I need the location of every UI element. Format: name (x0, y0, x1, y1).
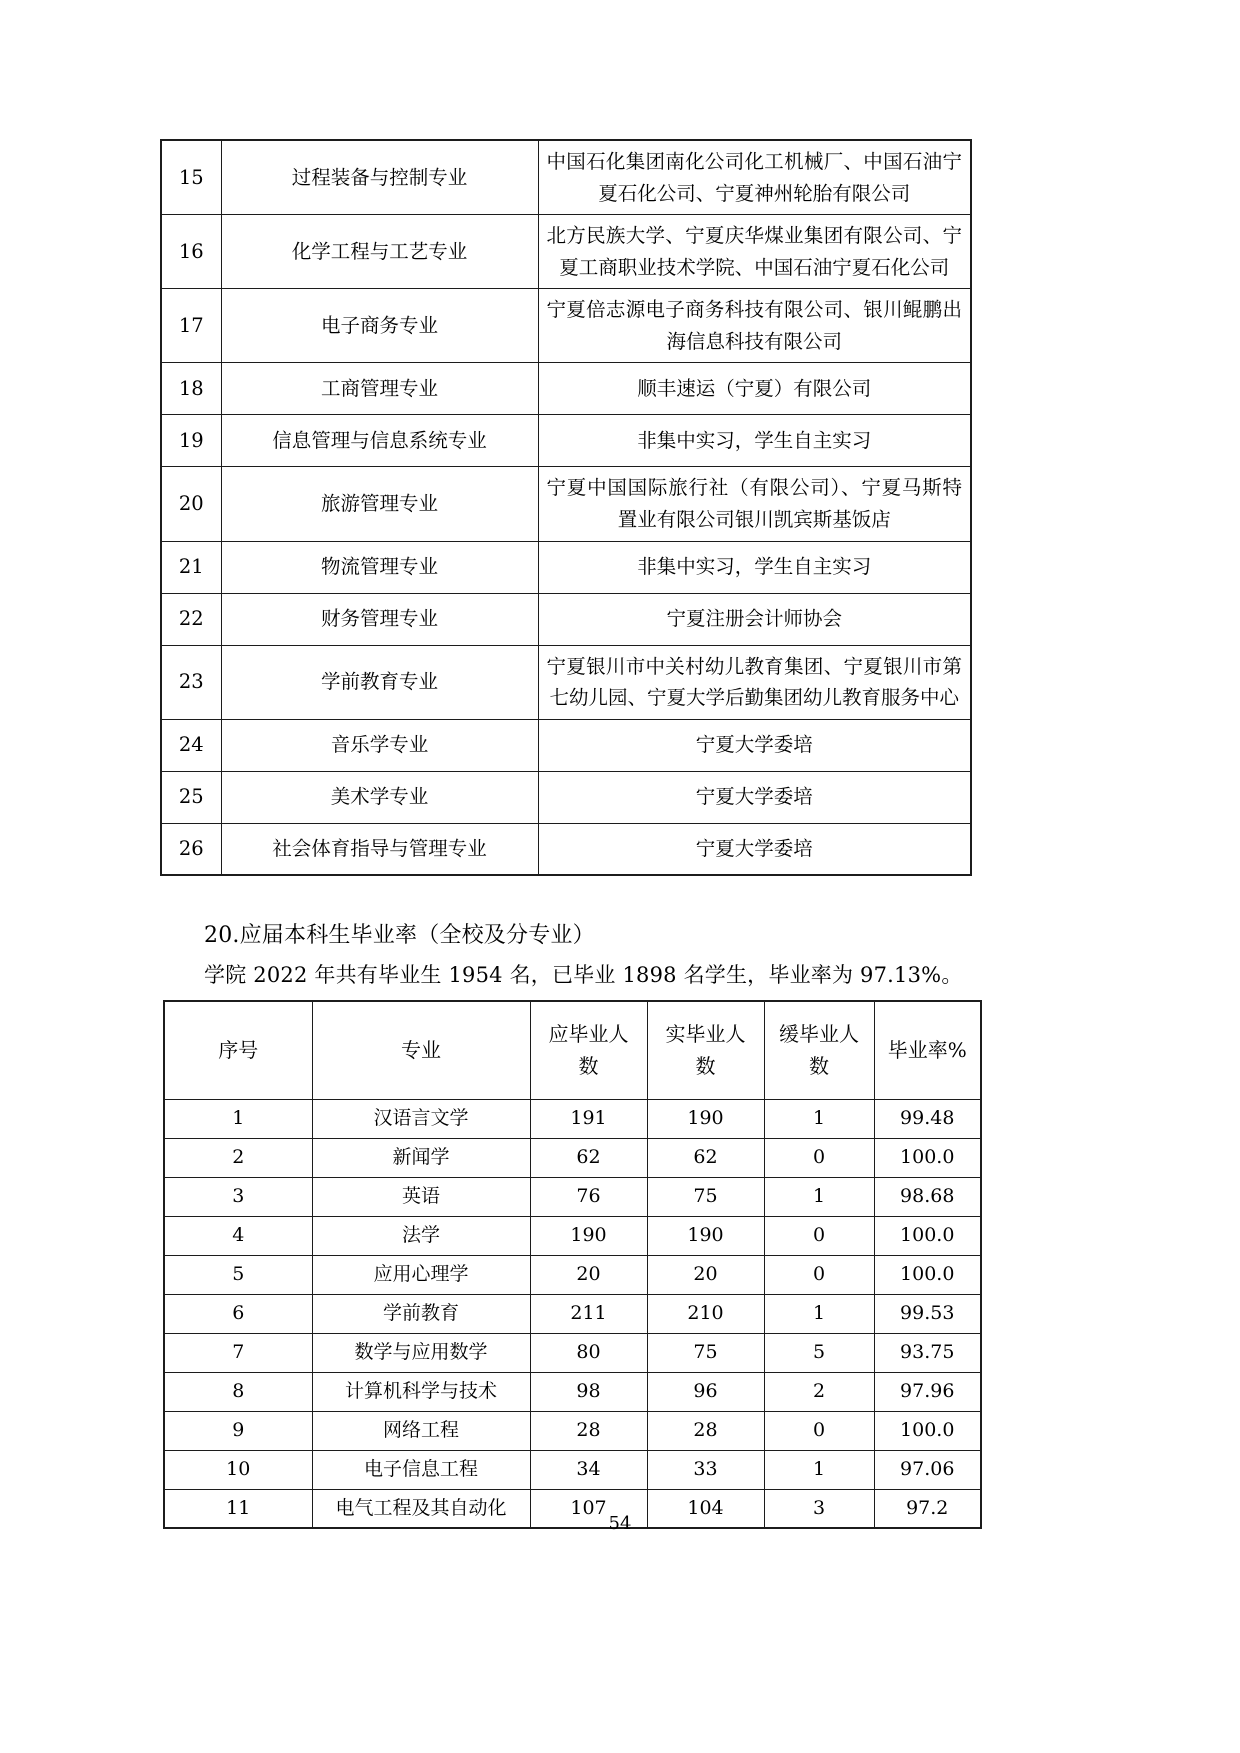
cell-actual: 33 (647, 1450, 764, 1489)
cell-major: 法学 (312, 1216, 530, 1255)
cell-rate: 100.0 (874, 1255, 981, 1294)
header-due-count (530, 1001, 647, 1099)
cell-due: 62 (530, 1138, 647, 1177)
row-units (538, 215, 971, 289)
row-units (538, 719, 971, 771)
row-units (538, 467, 971, 541)
header-due-line2: 数 (578, 1054, 599, 1079)
table-row (161, 140, 971, 215)
cell-deferred: 0 (764, 1255, 874, 1294)
cell-no: 5 (164, 1255, 312, 1294)
table-row (161, 593, 971, 645)
row-index: 19 (161, 415, 221, 467)
cell-rate: 100.0 (874, 1216, 981, 1255)
header-actual-line2: 数 (695, 1054, 716, 1079)
row-index: 26 (161, 823, 221, 875)
row-major: 美术学专业 (221, 771, 538, 823)
cell-rate: 100.0 (874, 1138, 981, 1177)
table-row (161, 289, 971, 363)
table-row (164, 1255, 981, 1294)
cell-rate: 100.0 (874, 1411, 981, 1450)
cell-actual: 28 (647, 1411, 764, 1450)
graduation-rate-table (163, 1000, 982, 1529)
cell-actual: 190 (647, 1216, 764, 1255)
row-units-text: 北方民族大学、宁夏庆华煤业集团有限公司、宁夏工商职业技术学院、中国石油宁夏石化公司 (546, 224, 962, 279)
cell-rate: 97.2 (874, 1489, 981, 1528)
row-index: 16 (161, 215, 221, 289)
cell-actual: 75 (647, 1177, 764, 1216)
header-deferred-line2: 数 (809, 1054, 829, 1079)
table-row (161, 415, 971, 467)
graduation-table-body (164, 1001, 981, 1528)
cell-deferred: 2 (764, 1372, 874, 1411)
row-units-text: 中国石化集团南化公司化工机械厂、中国石油宁夏石化公司、宁夏神州轮胎有限公司 (546, 150, 962, 205)
table-header-row (164, 1001, 981, 1099)
cell-due: 98 (530, 1372, 647, 1411)
cell-deferred: 0 (764, 1411, 874, 1450)
cell-no: 2 (164, 1138, 312, 1177)
table-row (164, 1216, 981, 1255)
row-units-text: 顺丰速运（宁夏）有限公司 (637, 377, 872, 401)
row-units (538, 541, 971, 593)
cell-actual: 104 (647, 1489, 764, 1528)
cell-due: 34 (530, 1450, 647, 1489)
header-no: 序号 (164, 1001, 312, 1099)
cell-deferred: 1 (764, 1294, 874, 1333)
table-row (161, 823, 971, 875)
row-units (538, 363, 971, 415)
cell-actual: 210 (647, 1294, 764, 1333)
cell-actual: 190 (647, 1099, 764, 1138)
header-actual-line1: 实毕业人 (665, 1022, 746, 1047)
internship-units-table (160, 139, 972, 876)
cell-major: 应用心理学 (312, 1255, 530, 1294)
cell-major: 电气工程及其自动化 (312, 1489, 530, 1528)
cell-deferred: 5 (764, 1333, 874, 1372)
cell-rate: 97.96 (874, 1372, 981, 1411)
cell-due: 20 (530, 1255, 647, 1294)
cell-rate: 98.68 (874, 1177, 981, 1216)
cell-no: 3 (164, 1177, 312, 1216)
cell-major: 数学与应用数学 (312, 1333, 530, 1372)
cell-actual: 96 (647, 1372, 764, 1411)
row-units (538, 771, 971, 823)
row-units (538, 289, 971, 363)
row-index: 18 (161, 363, 221, 415)
header-rate: 毕业率% (874, 1001, 981, 1099)
row-major: 化学工程与工艺专业 (221, 215, 538, 289)
cell-rate: 99.48 (874, 1099, 981, 1138)
cell-major: 网络工程 (312, 1411, 530, 1450)
cell-deferred: 1 (764, 1177, 874, 1216)
row-index: 24 (161, 719, 221, 771)
table-row (164, 1138, 981, 1177)
row-index: 17 (161, 289, 221, 363)
cell-no: 8 (164, 1372, 312, 1411)
cell-no: 6 (164, 1294, 312, 1333)
cell-actual: 20 (647, 1255, 764, 1294)
cell-no: 7 (164, 1333, 312, 1372)
table-row (164, 1177, 981, 1216)
row-units-text: 宁夏银川市中关村幼儿教育集团、宁夏银川市第七幼儿园、宁夏大学后勤集团幼儿教育服务中心 (546, 654, 962, 710)
table-row (164, 1450, 981, 1489)
row-index: 23 (161, 645, 221, 719)
row-major: 学前教育专业 (221, 645, 538, 719)
row-units-text: 宁夏中国国际旅行社（有限公司）、宁夏马斯特置业有限公司银川凯宾斯基饭店 (546, 476, 962, 532)
table-row (164, 1333, 981, 1372)
table-row (164, 1372, 981, 1411)
row-index: 20 (161, 467, 221, 541)
header-actual-count (647, 1001, 764, 1099)
row-units-text: 非集中实习，学生自主实习 (637, 555, 872, 579)
cell-major: 汉语言文学 (312, 1099, 530, 1138)
cell-deferred: 0 (764, 1138, 874, 1177)
table-row (161, 771, 971, 823)
cell-actual: 75 (647, 1333, 764, 1372)
row-index: 15 (161, 140, 221, 215)
row-units-text: 宁夏大学委培 (695, 785, 813, 809)
row-units-text: 宁夏注册会计师协会 (666, 607, 842, 631)
cell-deferred: 1 (764, 1450, 874, 1489)
cell-rate: 99.53 (874, 1294, 981, 1333)
cell-major: 新闻学 (312, 1138, 530, 1177)
cell-due: 28 (530, 1411, 647, 1450)
cell-deferred: 1 (764, 1099, 874, 1138)
cell-no: 4 (164, 1216, 312, 1255)
row-major: 信息管理与信息系统专业 (221, 415, 538, 467)
cell-due: 80 (530, 1333, 647, 1372)
row-index: 25 (161, 771, 221, 823)
cell-due: 211 (530, 1294, 647, 1333)
row-major: 财务管理专业 (221, 593, 538, 645)
header-due-line1: 应毕业人 (548, 1022, 629, 1047)
table-row (164, 1411, 981, 1450)
table-row (161, 467, 971, 541)
page-number: 54 (608, 1513, 632, 1534)
row-units-text: 非集中实习，学生自主实习 (637, 429, 872, 453)
table-row (161, 363, 971, 415)
row-units-text: 宁夏大学委培 (695, 837, 813, 861)
header-deferred-count (764, 1001, 874, 1099)
cell-no: 9 (164, 1411, 312, 1450)
table-row (164, 1294, 981, 1333)
table-row (161, 215, 971, 289)
cell-major: 学前教育 (312, 1294, 530, 1333)
cell-major: 英语 (312, 1177, 530, 1216)
row-major: 旅游管理专业 (221, 467, 538, 541)
row-units-text: 宁夏大学委培 (695, 733, 813, 757)
row-major: 电子商务专业 (221, 289, 538, 363)
section-heading: 20.应届本科生毕业率（全校及分专业） (204, 923, 595, 948)
row-major: 过程装备与控制专业 (221, 140, 538, 215)
table-row (161, 719, 971, 771)
table-row (161, 541, 971, 593)
cell-rate: 97.06 (874, 1450, 981, 1489)
cell-due: 190 (530, 1216, 647, 1255)
header-major: 专业 (312, 1001, 530, 1099)
row-units (538, 415, 971, 467)
cell-no: 1 (164, 1099, 312, 1138)
row-index: 21 (161, 541, 221, 593)
cell-due: 107 (530, 1489, 647, 1528)
row-major: 物流管理专业 (221, 541, 538, 593)
row-units (538, 593, 971, 645)
cell-major: 电子信息工程 (312, 1450, 530, 1489)
row-major: 社会体育指导与管理专业 (221, 823, 538, 875)
cell-no: 10 (164, 1450, 312, 1489)
row-major: 工商管理专业 (221, 363, 538, 415)
cell-due: 191 (530, 1099, 647, 1138)
row-index: 22 (161, 593, 221, 645)
row-units (538, 140, 971, 215)
cell-major: 计算机科学与技术 (312, 1372, 530, 1411)
cell-deferred: 0 (764, 1216, 874, 1255)
cell-rate: 93.75 (874, 1333, 981, 1372)
row-units (538, 645, 971, 719)
header-deferred-line1: 缓毕业人 (779, 1022, 859, 1047)
internship-table-body (161, 140, 971, 875)
table-row (161, 645, 971, 719)
table-row (164, 1099, 981, 1138)
cell-due: 76 (530, 1177, 647, 1216)
row-major: 音乐学专业 (221, 719, 538, 771)
summary-paragraph: 学院 2022 年共有毕业生 1954 名，已毕业 1898 名学生，毕业率为 97.13%。 (204, 963, 963, 987)
cell-no: 11 (164, 1489, 312, 1528)
cell-actual: 62 (647, 1138, 764, 1177)
row-units-text: 宁夏倍志源电子商务科技有限公司、银川鲲鹏出海信息科技有限公司 (546, 298, 962, 353)
cell-deferred: 3 (764, 1489, 874, 1528)
row-units (538, 823, 971, 875)
